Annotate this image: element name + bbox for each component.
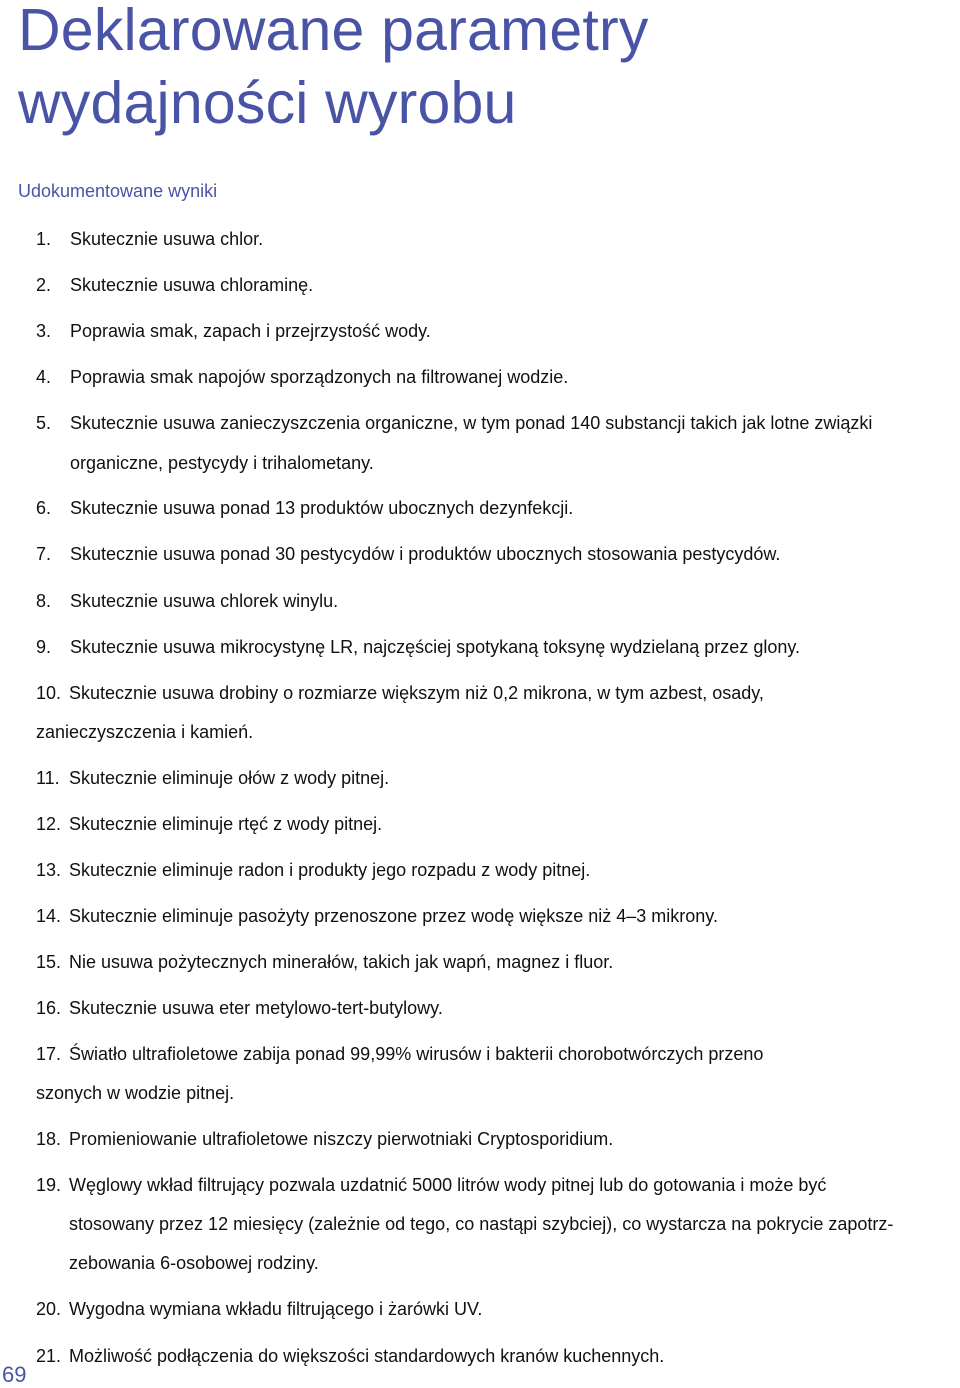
list-item-number: 14. <box>36 906 62 926</box>
list-item-text: Skutecznie usuwa chlor. <box>70 229 264 249</box>
list-item-number: 18. <box>36 1129 62 1149</box>
list-item-number: 9. <box>36 637 52 657</box>
list-item-number: 21. <box>36 1346 62 1366</box>
list-item-number: 2. <box>36 275 52 295</box>
list-item-text: Poprawia smak, zapach i przejrzystość wody. <box>70 321 431 341</box>
list-item-number: 17. <box>36 1044 62 1064</box>
list-item-text: Wygodna wymiana wkładu filtrującego i żarówki UV. <box>69 1299 483 1319</box>
list-item-number: 15. <box>36 952 62 972</box>
list-item-text: Skutecznie usuwa zanieczyszczenia organiczne, w tym ponad 140 substancji takich jak lotne związki <box>70 413 873 433</box>
list-item-number: 1. <box>36 229 52 249</box>
list-item-text: Skutecznie usuwa ponad 13 produktów ubocznych dezynfekcji. <box>70 498 574 518</box>
list-item-text: Skutecznie usuwa ponad 30 pestycydów i produktów ubocznych stosowania pestycydów. <box>70 544 781 564</box>
title-line-2: wydajności wyrobu <box>18 70 517 136</box>
list-item-text: Możliwość podłączenia do większości standardowych kranów kuchennych. <box>69 1346 665 1366</box>
list-item-number: 12. <box>36 814 62 834</box>
list-item-number: 4. <box>36 367 52 387</box>
list-item-number: 20. <box>36 1299 62 1319</box>
page-number: 69 <box>2 1362 27 1387</box>
list-item-text: Skutecznie eliminuje radon i produkty jego rozpadu z wody pitnej. <box>69 860 591 880</box>
list-item-text: Światło ultrafioletowe zabija ponad 99,99% wirusów i bakterii chorobotwórczych przeno <box>69 1044 764 1064</box>
list-item-number: 10. <box>36 683 62 703</box>
page-title <box>18 0 649 140</box>
list-item-text: szonych w wodzie pitnej. <box>36 1083 235 1103</box>
list-item-text: stosowany przez 12 miesięcy (zależnie od tego, co nastąpi szybciej), co wystarcza na pokrycie zapotrz- <box>69 1214 894 1234</box>
list-item-text: Nie usuwa pożytecznych minerałów, takich jak wapń, magnez i fluor. <box>69 952 614 972</box>
list-item-number: 16. <box>36 998 62 1018</box>
list-item-number: 13. <box>36 860 62 880</box>
list-item-text: Promieniowanie ultrafioletowe niszczy pierwotniaki Cryptosporidium. <box>69 1129 614 1149</box>
list-item-text: Skutecznie usuwa drobiny o rozmiarze większym niż 0,2 mikrona, w tym azbest, osady, <box>69 683 764 703</box>
list-item-text: Poprawia smak napojów sporządzonych na filtrowanej wodzie. <box>70 367 569 387</box>
list-item-text: Skutecznie eliminuje rtęć z wody pitnej. <box>69 814 383 834</box>
list-item-number: 6. <box>36 498 52 518</box>
list-item-number: 19. <box>36 1175 62 1195</box>
list-item-text: Skutecznie eliminuje pasożyty przenoszone przez wodę większe niż 4–3 mikrony. <box>69 906 718 926</box>
list-item-text: zebowania 6-osobowej rodziny. <box>69 1253 319 1273</box>
list-item-text: Skutecznie usuwa chlorek winylu. <box>70 591 339 611</box>
list-item-number: 8. <box>36 591 52 611</box>
list-item-number: 3. <box>36 321 52 341</box>
list-item-number: 11. <box>36 768 60 788</box>
list-item-text: Skutecznie usuwa eter metylowo-tert-butylowy. <box>69 998 443 1018</box>
list-item-number: 7. <box>36 544 52 564</box>
list-item-text: Skutecznie usuwa mikrocystynę LR, najczęściej spotykaną toksynę wydzielaną przez glony. <box>70 637 801 657</box>
section-subtitle: Udokumentowane wyniki <box>18 181 218 201</box>
list-item-number: 5. <box>36 413 52 433</box>
list-item-text: zanieczyszczenia i kamień. <box>36 722 254 742</box>
list-item-text: Skutecznie usuwa chloraminę. <box>70 275 314 295</box>
title-line-1: Deklarowane parametry <box>18 0 649 63</box>
list-item-text: organiczne, pestycydy i trihalometany. <box>70 453 374 473</box>
list-item-text: Skutecznie eliminuje ołów z wody pitnej. <box>69 768 390 788</box>
list-item-text: Węglowy wkład filtrujący pozwala uzdatnić 5000 litrów wody pitnej lub do gotowania i może być <box>69 1175 827 1195</box>
